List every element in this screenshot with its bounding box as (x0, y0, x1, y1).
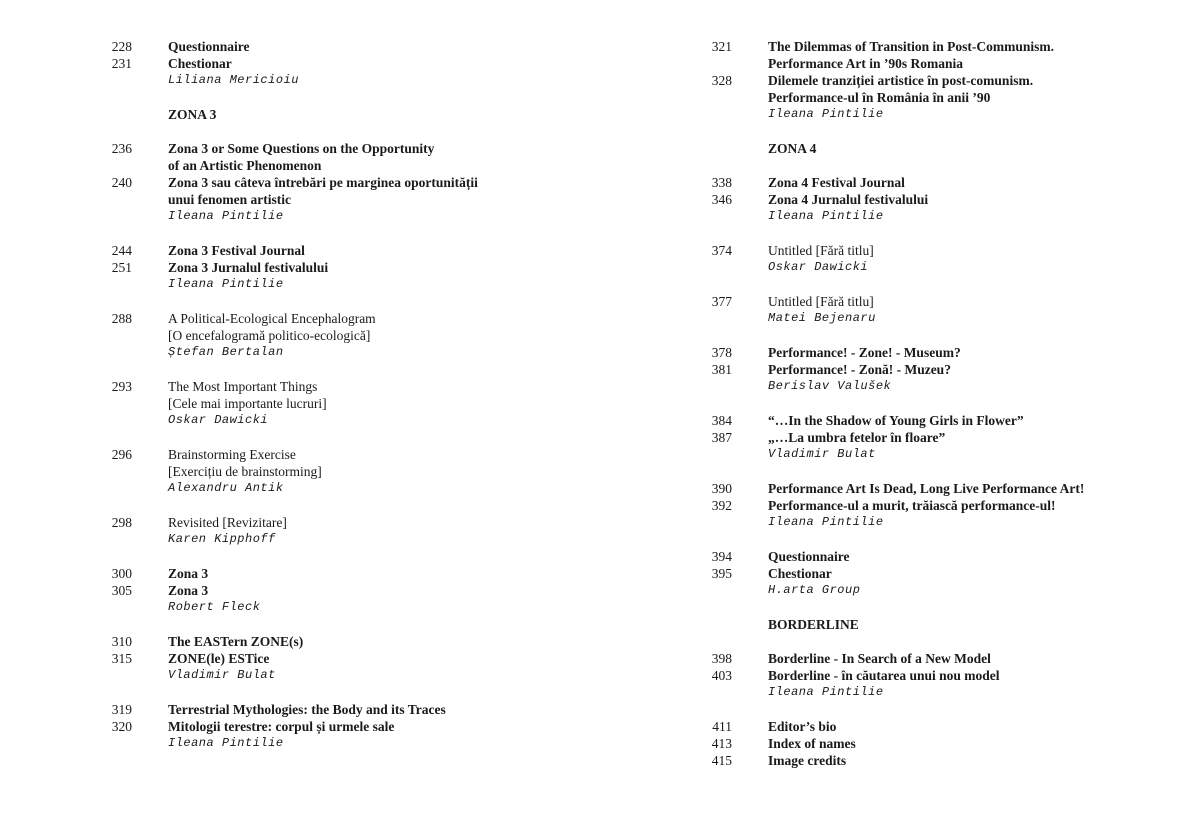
toc-entry-row (690, 89, 1170, 106)
page-number (690, 616, 732, 633)
entry-title: Questionnaire (168, 39, 250, 54)
spacer (690, 225, 1170, 242)
entry-title: Borderline - în căutarea unui nou model (768, 668, 1000, 683)
toc-entry-row (90, 565, 550, 582)
entry-title: [Cele mai importante lucruri] (168, 396, 327, 411)
page-number (690, 106, 732, 123)
spacer (90, 548, 550, 565)
page-number: 338 (711, 175, 732, 190)
toc-entry-row (690, 429, 1170, 446)
toc-entry-row (690, 548, 1170, 565)
entry-title: Performance-ul a murit, trăiască performance-ul! (768, 498, 1056, 513)
spacer (690, 157, 1170, 174)
toc-entry-row (90, 446, 550, 463)
toc-author-row (90, 72, 550, 89)
page-number: 346 (711, 192, 732, 207)
author-name: Ileana Pintilie (768, 209, 884, 223)
spacer (90, 123, 550, 140)
entry-title: [Exercițiu de brainstorming] (168, 464, 322, 479)
page-number: 319 (111, 702, 132, 717)
toc-entry-row (690, 480, 1170, 497)
toc-author-row (690, 684, 1170, 701)
page-number (690, 89, 732, 106)
author-name: Ileana Pintilie (768, 515, 884, 529)
toc-author-row (690, 106, 1170, 123)
page-number: 296 (111, 447, 132, 462)
page-number: 236 (111, 141, 132, 156)
author-name: Ștefan Bertalan (168, 345, 284, 359)
toc-entry-row (90, 701, 550, 718)
toc-author-row (690, 582, 1170, 599)
page-number: 403 (711, 668, 732, 683)
toc-author-row (90, 599, 550, 616)
toc-entry-row (690, 718, 1170, 735)
spacer (690, 701, 1170, 718)
toc-entry-row (690, 191, 1170, 208)
spacer (690, 276, 1170, 293)
author-name: Robert Fleck (168, 600, 261, 614)
page-number: 395 (711, 566, 732, 581)
author-name: Liliana Mericioiu (168, 73, 299, 87)
page-number (90, 599, 132, 616)
toc-entry-row (90, 514, 550, 531)
toc-entry-row (690, 242, 1170, 259)
page-number (90, 463, 132, 480)
page-number (90, 276, 132, 293)
spacer (690, 327, 1170, 344)
entry-title: ZONA 4 (768, 141, 817, 156)
entry-title: Performance Art Is Dead, Long Live Performance Art! (768, 481, 1085, 496)
entry-title: Brainstorming Exercise (168, 447, 296, 462)
page-number: 251 (111, 260, 132, 275)
toc-author-row (690, 378, 1170, 395)
page-number (690, 378, 732, 395)
toc-entry-row (690, 293, 1170, 310)
author-name: Ileana Pintilie (168, 277, 284, 291)
toc-entry-row (90, 650, 550, 667)
toc-author-row (690, 259, 1170, 276)
author-name: Vladimir Bulat (768, 447, 876, 461)
entry-title: ZONE(le) ESTice (168, 651, 270, 666)
page-number (90, 412, 132, 429)
toc-entry-row (690, 344, 1170, 361)
entry-title: The Dilemmas of Transition in Post-Communism. (768, 39, 1055, 54)
toc-entry-row (90, 327, 550, 344)
toc-entry-row (90, 633, 550, 650)
entry-title: Zona 4 Jurnalul festivalului (768, 192, 929, 207)
entry-title: Untitled [Fără titlu] (768, 243, 874, 258)
entry-title: Borderline - In Search of a New Model (768, 651, 991, 666)
page-number: 390 (711, 481, 732, 496)
entry-title: A Political-Ecological Encephalogram (168, 311, 376, 326)
toc-entry-row (690, 752, 1170, 769)
entry-title: “…In the Shadow of Young Girls in Flower” (768, 413, 1024, 428)
toc-right-column (690, 38, 1170, 769)
page-number: 240 (111, 175, 132, 190)
page-number: 321 (711, 39, 732, 54)
entry-title: Dilemele tranziției artistice în post-comunism. (768, 73, 1034, 88)
entry-title: of an Artistic Phenomenon (168, 158, 322, 173)
page-number (690, 310, 732, 327)
spacer (90, 684, 550, 701)
entry-title: „…La umbra fetelor în floare” (768, 430, 946, 445)
author-name: Ileana Pintilie (768, 685, 884, 699)
page-number: 300 (111, 566, 132, 581)
page-number (690, 259, 732, 276)
page-number: 293 (111, 379, 132, 394)
entry-title: Zona 3 (168, 583, 209, 598)
page-number: 310 (111, 634, 132, 649)
spacer (690, 599, 1170, 616)
toc-entry-row (690, 140, 1170, 157)
entry-title: Untitled [Fără titlu] (768, 294, 874, 309)
toc-author-row (90, 344, 550, 361)
toc-entry-row (690, 412, 1170, 429)
toc-author-row (690, 310, 1170, 327)
page-number: 228 (111, 39, 132, 54)
page-number (90, 327, 132, 344)
spacer (90, 225, 550, 242)
spacer (90, 616, 550, 633)
toc-author-row (690, 446, 1170, 463)
page-number: 394 (711, 549, 732, 564)
toc-entry-row (90, 106, 550, 123)
page-number: 381 (711, 362, 732, 377)
page-number (90, 344, 132, 361)
page-number: 231 (111, 56, 132, 71)
spacer (690, 463, 1170, 480)
author-name: Matei Bejenaru (768, 311, 876, 325)
page-number (690, 684, 732, 701)
page-number (90, 667, 132, 684)
entry-title: BORDERLINE (768, 617, 859, 632)
page-number (90, 106, 132, 123)
page-number (90, 208, 132, 225)
author-name: H.arta Group (768, 583, 861, 597)
entry-title: [O encefalogramă politico-ecologică] (168, 328, 371, 343)
author-name: Oskar Dawicki (768, 260, 869, 274)
page-number (90, 395, 132, 412)
toc-entry-row (690, 616, 1170, 633)
spacer (90, 429, 550, 446)
page-number: 378 (711, 345, 732, 360)
toc-entry-row (90, 378, 550, 395)
toc-entry-row (90, 191, 550, 208)
page-number: 384 (711, 413, 732, 428)
spacer (690, 531, 1170, 548)
toc-entry-row (90, 157, 550, 174)
toc-entry-row (90, 259, 550, 276)
author-name: Berislav Valušek (768, 379, 892, 393)
toc-entry-row (690, 55, 1170, 72)
page-number: 398 (711, 651, 732, 666)
author-name: Ileana Pintilie (768, 107, 884, 121)
toc-entry-row (90, 310, 550, 327)
spacer (690, 633, 1170, 650)
entry-title: Image credits (768, 753, 847, 768)
toc-entry-row (90, 463, 550, 480)
page-number: 392 (711, 498, 732, 513)
toc-entry-row (690, 361, 1170, 378)
page-number (90, 531, 132, 548)
toc-entry-row (90, 395, 550, 412)
page-number (690, 582, 732, 599)
toc-entry-row (690, 735, 1170, 752)
page-number (690, 208, 732, 225)
entry-title: ZONA 3 (168, 107, 217, 122)
toc-entry-row (690, 174, 1170, 191)
toc-entry-row (90, 38, 550, 55)
entry-title: Performance-ul în România în anii ’90 (768, 90, 991, 105)
page-number: 377 (711, 294, 732, 309)
page-number: 411 (712, 719, 732, 734)
entry-title: Terrestrial Mythologies: the Body and its Traces (168, 702, 446, 717)
page-number: 387 (711, 430, 732, 445)
spacer (690, 395, 1170, 412)
page-number (90, 735, 132, 752)
page-number (90, 480, 132, 497)
page-number (690, 140, 732, 157)
toc-author-row (90, 412, 550, 429)
toc-entry-row (690, 38, 1170, 55)
toc-entry-row (90, 174, 550, 191)
page-number: 305 (111, 583, 132, 598)
toc-entry-row (690, 667, 1170, 684)
entry-title: The EASTern ZONE(s) (168, 634, 304, 649)
toc-entry-row (90, 582, 550, 599)
page-number (690, 55, 732, 72)
toc-author-row (90, 276, 550, 293)
page-number (90, 191, 132, 208)
entry-title: Zona 3 sau câteva întrebări pe marginea oportunității (168, 175, 478, 190)
entry-title: Performance Art in ’90s Romania (768, 56, 963, 71)
spacer (90, 293, 550, 310)
toc-author-row (690, 208, 1170, 225)
toc-entry-row (90, 140, 550, 157)
entry-title: Performance! - Zonă! - Muzeu? (768, 362, 951, 377)
toc-author-row (90, 531, 550, 548)
entry-title: Questionnaire (768, 549, 850, 564)
toc-entry-row (90, 242, 550, 259)
spacer (90, 361, 550, 378)
entry-title: Editor’s bio (768, 719, 837, 734)
author-name: Oskar Dawicki (168, 413, 269, 427)
entry-title: Zona 4 Festival Journal (768, 175, 905, 190)
entry-title: Zona 3 or Some Questions on the Opportunity (168, 141, 435, 156)
page-number: 413 (711, 736, 732, 751)
page-number: 328 (711, 73, 732, 88)
page-number: 298 (111, 515, 132, 530)
entry-title: Chestionar (768, 566, 832, 581)
author-name: Alexandru Antik (168, 481, 284, 495)
toc-entry-row (90, 55, 550, 72)
entry-title: Performance! - Zone! - Museum? (768, 345, 961, 360)
page-number: 315 (111, 651, 132, 666)
toc-author-row (90, 735, 550, 752)
entry-title: unui fenomen artistic (168, 192, 291, 207)
toc-entry-row (690, 565, 1170, 582)
author-name: Vladimir Bulat (168, 668, 276, 682)
entry-title: The Most Important Things (168, 379, 318, 394)
entry-title: Index of names (768, 736, 856, 751)
toc-author-row (90, 208, 550, 225)
page-number: 288 (111, 311, 132, 326)
entry-title: Mitologii terestre: corpul și urmele sale (168, 719, 395, 734)
entry-title: Zona 3 Festival Journal (168, 243, 305, 258)
page-number: 374 (711, 243, 732, 258)
spacer (90, 89, 550, 106)
toc-left-column (90, 38, 550, 752)
page-number (690, 514, 732, 531)
toc-entry-row (690, 72, 1170, 89)
page-number: 320 (111, 719, 132, 734)
entry-title: Revisited [Revizitare] (168, 515, 287, 530)
page-number (690, 446, 732, 463)
spacer (690, 123, 1170, 140)
toc-entry-row (690, 650, 1170, 667)
entry-title: Zona 3 Jurnalul festivalului (168, 260, 329, 275)
spacer (90, 497, 550, 514)
toc-author-row (90, 480, 550, 497)
page-number: 415 (711, 753, 732, 768)
author-name: Ileana Pintilie (168, 736, 284, 750)
toc-author-row (90, 667, 550, 684)
page-number (90, 72, 132, 89)
toc-entry-row (690, 497, 1170, 514)
entry-title: Chestionar (168, 56, 232, 71)
page-number: 244 (111, 243, 132, 258)
toc-author-row (690, 514, 1170, 531)
author-name: Ileana Pintilie (168, 209, 284, 223)
author-name: Karen Kipphoff (168, 532, 276, 546)
entry-title: Zona 3 (168, 566, 209, 581)
toc-entry-row (90, 718, 550, 735)
page-number (90, 157, 132, 174)
